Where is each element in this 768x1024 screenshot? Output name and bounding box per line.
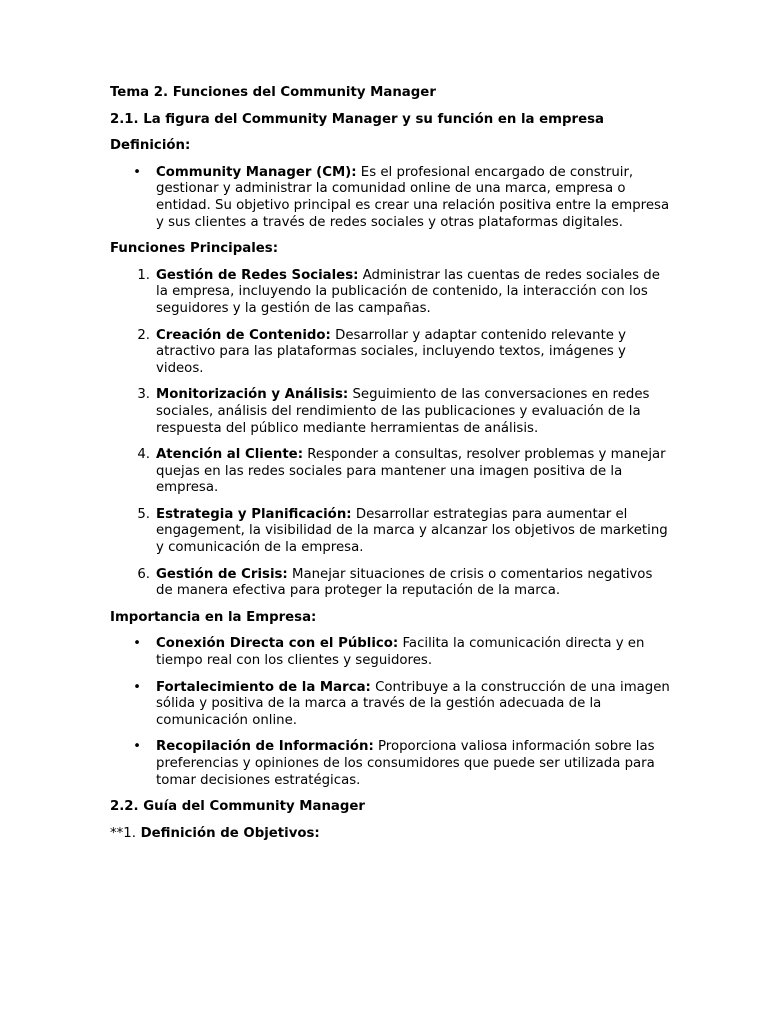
bullet-icon: • bbox=[133, 164, 141, 180]
list-item-term: Atención al Cliente: bbox=[156, 447, 304, 463]
list-item bbox=[110, 447, 670, 497]
list-item-term: Creación de Contenido: bbox=[156, 327, 331, 343]
list-item-term: Recopilación de Información: bbox=[156, 739, 374, 755]
bullet-icon: • bbox=[133, 636, 141, 652]
list-item bbox=[110, 268, 670, 318]
list-item-text: Proporciona valiosa información sobre las preferencias y opiniones de los consumidores que puede ser utilizada para tomar decisiones estratégicas. bbox=[156, 739, 655, 788]
list-item-text: Desarrollar estrategias para aumentar el engagement, la visibilidad de la marca y alcanzar los objetivos de marketing y comunicación de la empresa. bbox=[156, 506, 668, 556]
definicion-heading: Definición: bbox=[110, 138, 191, 154]
list-item-term: Definición de Objetivos: bbox=[135, 825, 320, 841]
definicion-objetivos-line bbox=[110, 826, 670, 843]
list-item-text: Es el profesional encargado de construir, gestionar y administrar la comunidad online de una marca, empresa o entidad. Su objetivo principal es crear una relación positiva entre la empresa y sus clientes a través de redes sociales y otras plataformas digitales. bbox=[156, 164, 670, 230]
list-item-text: Desarrollar y adaptar contenido relevante y atractivo para las plataformas sociales, incluyendo textos, imágenes y videos. bbox=[156, 327, 627, 376]
list-item-text: Seguimiento de las conversaciones en redes sociales, análisis del rendimiento de las publicaciones y evaluación de la respuesta del público mediante herramientas de análisis. bbox=[156, 387, 650, 436]
bullet-icon: • bbox=[133, 739, 141, 755]
list-item-text: Facilita la comunicación directa y en tiempo real con los clientes y seguidores. bbox=[156, 636, 645, 669]
list-item-number: 3. bbox=[137, 387, 150, 403]
list-item bbox=[110, 636, 670, 669]
list-item-number: 2. bbox=[137, 327, 150, 343]
list-item-text: Administrar las cuentas de redes sociales de la empresa, incluyendo la publicación de contenido, la interacción con los seguidores y la gestión de las campañas. bbox=[156, 267, 660, 316]
definicion-list bbox=[110, 165, 670, 231]
list-item bbox=[110, 567, 670, 600]
list-item-text: Contribuye a la construcción de una imagen sólida y positiva de la marca a través de la gestión adecuada de la comunicación online. bbox=[156, 679, 670, 728]
list-item bbox=[110, 739, 670, 789]
list-item bbox=[110, 387, 670, 437]
section-2-2-heading: 2.2. Guía del Community Manager bbox=[110, 799, 365, 815]
list-item-term: Monitorización y Análisis: bbox=[156, 387, 349, 403]
list-item bbox=[110, 328, 670, 378]
list-item-term: Conexión Directa con el Público: bbox=[156, 636, 399, 652]
list-item bbox=[110, 165, 670, 231]
funciones-list bbox=[110, 268, 670, 600]
list-item-text: Manejar situaciones de crisis o comentarios negativos de manera efectiva para proteger la reputación de la marca. bbox=[156, 566, 653, 599]
importancia-list bbox=[110, 636, 670, 789]
list-item-number: 4. bbox=[137, 447, 150, 463]
section-2-1-heading: 2.1. La figura del Community Manager y su función en la empresa bbox=[110, 111, 604, 127]
list-item-term: Gestión de Redes Sociales: bbox=[156, 267, 359, 283]
funciones-heading: Funciones Principales: bbox=[110, 241, 279, 257]
list-item-number: 5. bbox=[137, 506, 150, 522]
list-item-term: Gestión de Crisis: bbox=[156, 566, 288, 582]
list-item-term: Community Manager (CM): bbox=[156, 164, 357, 180]
list-item-term: Estrategia y Planificación: bbox=[156, 506, 352, 522]
list-item bbox=[110, 507, 670, 557]
list-item-term: Fortalecimiento de la Marca: bbox=[156, 679, 371, 695]
list-prefix: **1. bbox=[110, 825, 136, 841]
list-item-number: 6. bbox=[137, 566, 150, 582]
list-item-number: 1. bbox=[137, 267, 150, 283]
importancia-heading: Importancia en la Empresa: bbox=[110, 609, 317, 625]
document-page bbox=[110, 85, 670, 842]
bullet-icon: • bbox=[133, 679, 141, 695]
document-title: Tema 2. Funciones del Community Manager bbox=[110, 85, 436, 100]
list-item-text: Responder a consultas, resolver problemas y manejar quejas en las redes sociales para mantener una imagen positiva de la empresa. bbox=[156, 447, 666, 496]
list-item bbox=[110, 680, 670, 730]
